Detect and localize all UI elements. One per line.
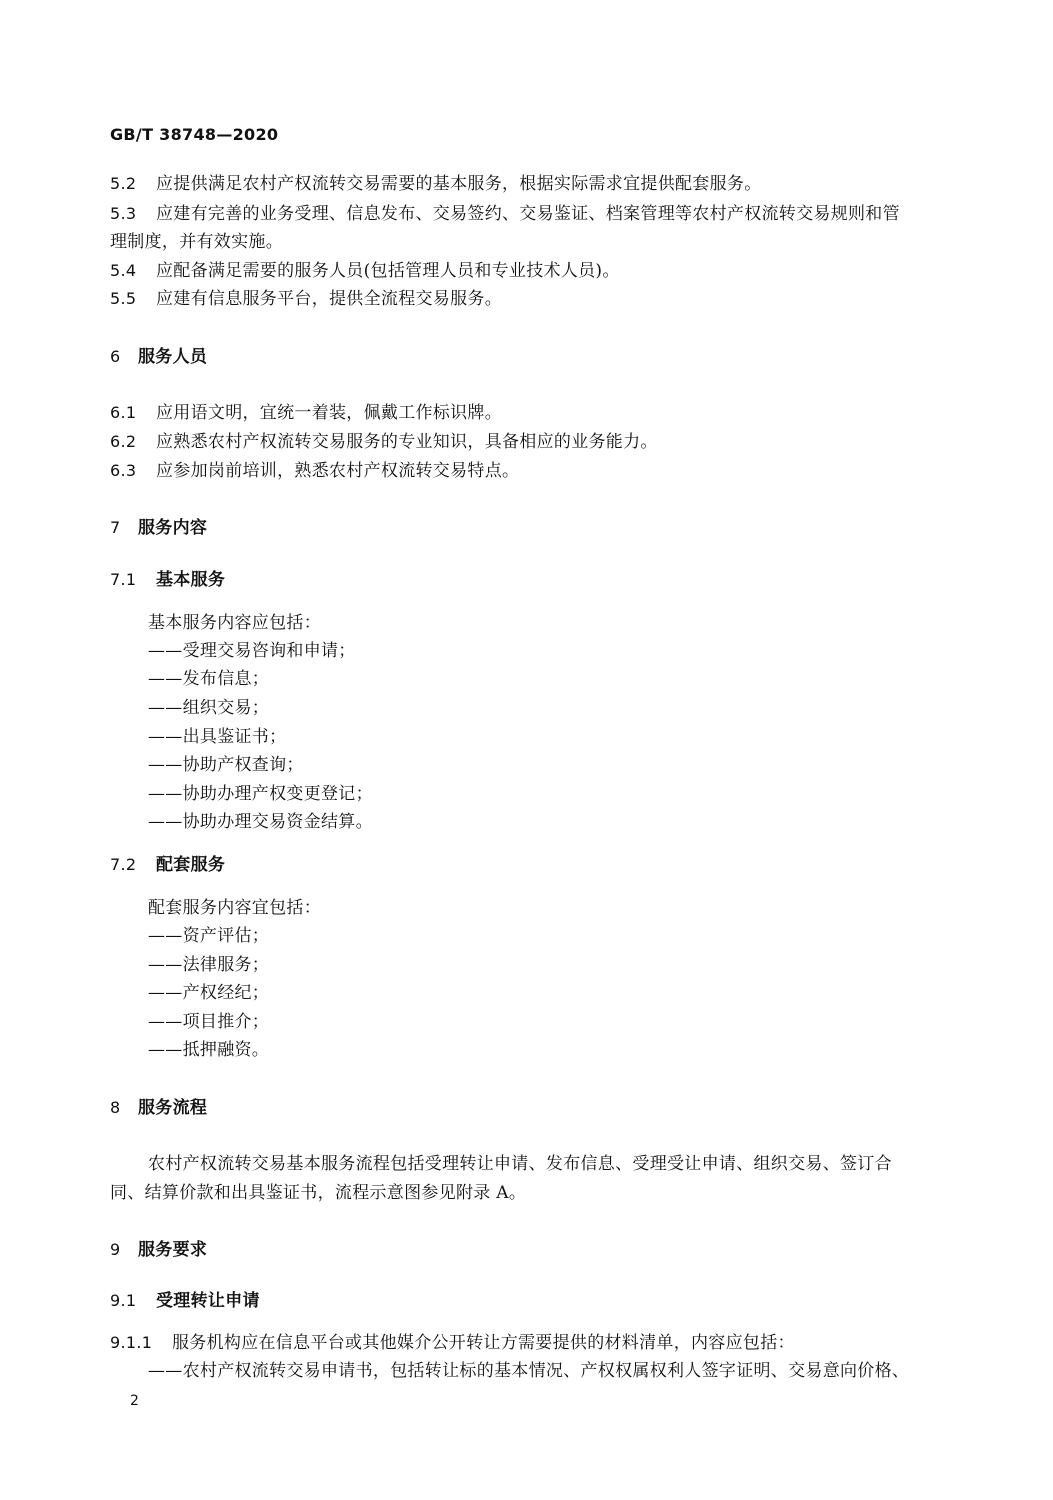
list-item: ——协助办理交易资金结算。 — [148, 812, 373, 832]
clause-5-2 — [110, 173, 762, 195]
clause-number: 9.1.1 — [110, 1333, 153, 1352]
clause-6-3 — [110, 460, 519, 482]
page-number: 2 — [130, 1393, 140, 1409]
section-title: 服务要求 — [138, 1240, 208, 1260]
list-item: ——项目推介； — [148, 1012, 270, 1032]
section-title: 服务流程 — [138, 1098, 208, 1118]
clause-text: 服务机构应在信息平台或其他媒介公开转让方需要提供的材料清单，内容应包括： — [172, 1333, 795, 1353]
clause-number: 5.3 — [110, 204, 137, 223]
clause-6-1 — [110, 402, 502, 424]
subsection-number: 9.1 — [110, 1291, 137, 1310]
subsection-title: 配套服务 — [156, 855, 226, 875]
supporting-services-intro: 配套服务内容宜包括： — [148, 898, 321, 918]
list-item: ——协助办理产权变更登记； — [148, 784, 373, 804]
clause-text: 应参加岗前培训，熟悉农村产权流转交易特点。 — [156, 461, 520, 481]
section-title: 服务人员 — [138, 347, 208, 367]
section-6-heading — [110, 346, 207, 368]
service-process-paragraph-line2: 同、结算价款和出具鉴证书，流程示意图参见附录 A。 — [110, 1183, 527, 1203]
clause-text: 应建有完善的业务受理、信息发布、交易签约、交易鉴证、档案管理等农村产权流转交易规则和管 — [156, 204, 900, 224]
clause-number: 6.2 — [110, 432, 137, 451]
subsection-7-2-heading — [110, 854, 225, 876]
standard-code-header: GB/T 38748—2020 — [110, 125, 279, 144]
clause-text: 应建有信息服务平台，提供全流程交易服务。 — [156, 289, 502, 309]
clause-number: 5.2 — [110, 174, 137, 193]
list-item: ——组织交易； — [148, 698, 270, 718]
subsection-7-1-heading — [110, 569, 225, 591]
section-number: 6 — [110, 347, 121, 366]
list-item: ——发布信息； — [148, 669, 270, 689]
subsection-title: 受理转让申请 — [156, 1291, 260, 1311]
section-number: 7 — [110, 518, 121, 537]
clause-text: 应熟悉农村产权流转交易服务的专业知识，具备相应的业务能力。 — [156, 432, 658, 452]
subsection-9-1-heading — [110, 1290, 260, 1312]
service-process-paragraph-line1: 农村产权流转交易基本服务流程包括受理转让申请、发布信息、受理受让申请、组织交易、签订合 — [148, 1154, 892, 1174]
list-item: ——法律服务； — [148, 955, 270, 975]
list-item: ——出具鉴证书； — [148, 727, 287, 747]
section-number: 8 — [110, 1098, 121, 1117]
basic-services-intro: 基本服务内容应包括： — [148, 613, 321, 633]
clause-text: 应配备满足需要的服务人员(包括管理人员和专业技术人员)。 — [156, 261, 620, 281]
list-item: ——受理交易咨询和申请； — [148, 641, 356, 661]
clause-5-5 — [110, 288, 502, 310]
clause-text: 应用语文明，宜统一着装，佩戴工作标识牌。 — [156, 403, 502, 423]
section-8-heading — [110, 1097, 207, 1119]
clause-5-3 — [110, 203, 900, 225]
section-number: 9 — [110, 1240, 121, 1259]
clause-number: 6.3 — [110, 461, 137, 480]
clause-9-1-1 — [110, 1332, 795, 1354]
list-item: ——产权经纪； — [148, 983, 270, 1003]
subsection-number: 7.2 — [110, 855, 137, 874]
clause-5-3-continuation: 理制度，并有效实施。 — [110, 232, 283, 252]
section-9-heading — [110, 1239, 207, 1261]
clause-number: 5.5 — [110, 289, 137, 308]
clause-5-4 — [110, 260, 620, 282]
subsection-number: 7.1 — [110, 570, 137, 589]
list-item: ——协助产权查询； — [148, 755, 304, 775]
clause-number: 5.4 — [110, 261, 137, 280]
section-title: 服务内容 — [138, 518, 208, 538]
list-item: ——资产评估； — [148, 926, 270, 946]
clause-6-2 — [110, 431, 658, 453]
clause-number: 6.1 — [110, 403, 137, 422]
subsection-title: 基本服务 — [156, 570, 226, 590]
clause-text: 应提供满足农村产权流转交易需要的基本服务，根据实际需求宜提供配套服务。 — [156, 174, 762, 194]
list-item: ——农村产权流转交易申请书，包括转让标的基本情况、产权权属权利人签字证明、交易意向价格、 — [148, 1361, 910, 1381]
section-7-heading — [110, 517, 207, 539]
list-item: ——抵押融资。 — [148, 1040, 270, 1060]
